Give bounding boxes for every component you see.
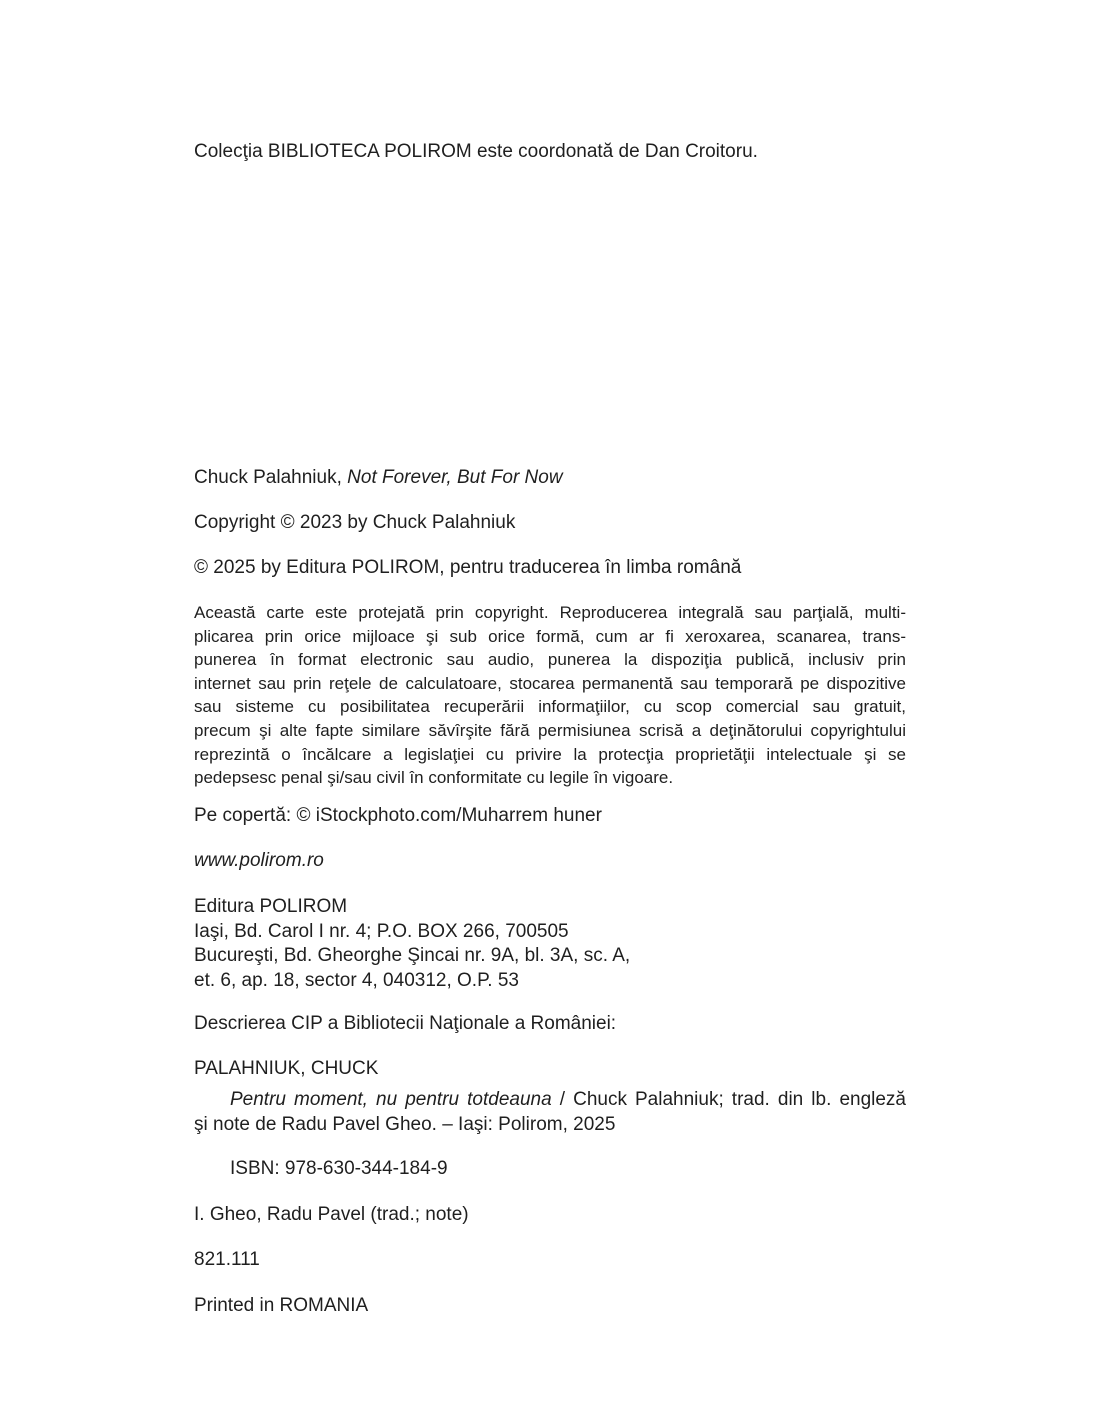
publisher-address-iasi: Iaşi, Bd. Carol I nr. 4; P.O. BOX 266, 700505 — [194, 920, 569, 942]
cip-title-entry — [194, 1088, 906, 1137]
legal-notice — [194, 601, 906, 790]
printed-in: Printed in ROMANIA — [194, 1295, 369, 1316]
copyright-original: Copyright © 2023 by Chuck Palahniuk — [194, 512, 516, 533]
publisher-address — [194, 895, 630, 993]
cip-isbn: ISBN: 978-630-344-184-9 — [230, 1158, 448, 1179]
legal-notice-line: pedepsesc penal şi/sau civil în conformitate cu legile în vigoare. — [194, 768, 674, 788]
publisher-address-bucuresti-cont: et. 6, ap. 18, sector 4, 040312, O.P. 53 — [194, 969, 519, 991]
legal-notice-line: punerea în format electronic sau audio, punerea la dispoziţia publică, inclusiv prin — [194, 650, 906, 670]
cip-heading: Descrierea CIP a Bibliotecii Naţionale a României: — [194, 1013, 617, 1034]
legal-notice-line: Această carte este protejată prin copyright. Reproducerea integrală sau parţială, multi- — [194, 603, 906, 622]
cip-added-entry: I. Gheo, Radu Pavel (trad.; note) — [194, 1204, 469, 1225]
cip-title-cont: şi note de Radu Pavel Gheo. – Iaşi: Polirom, 2025 — [194, 1113, 616, 1135]
cip-author-heading: PALAHNIUK, CHUCK — [194, 1058, 379, 1079]
original-author: Chuck Palahniuk, — [194, 467, 348, 488]
cip-title-italic: Pentru moment, nu pentru totdeauna — [230, 1089, 552, 1110]
cip-title-line — [194, 1088, 906, 1113]
copyright-translation: © 2025 by Editura POLIROM, pentru traducerea în limba română — [194, 557, 742, 578]
cip-title-rest: / Chuck Palahniuk; trad. din lb. engleză — [551, 1089, 906, 1110]
website: www.polirom.ro — [194, 850, 324, 871]
legal-notice-line: plicarea prin orice mijloace şi sub orice formă, cum ar fi xeroxarea, scanarea, trans- — [194, 626, 906, 646]
legal-notice-line: reprezintă o încălcare a legislaţiei cu privire la protecţia proprietăţii intelectuale şi se — [194, 744, 906, 764]
cip-classification: 821.111 — [194, 1249, 260, 1270]
legal-notice-line: sau sisteme cu posibilitatea recuperării informaţiilor, cu scop comercial sau gratuit, — [194, 697, 906, 717]
legal-notice-line: precum şi alte fapte similare săvîrşite fără permisiunea scrisă a deţinătorului copyrightului — [194, 720, 906, 740]
publisher-name: Editura POLIROM — [194, 896, 348, 917]
original-title: Not Forever, But For Now — [347, 467, 563, 488]
publisher-address-bucuresti: Bucureşti, Bd. Gheorghe Şincai nr. 9A, bl. 3A, sc. A, — [194, 945, 631, 966]
collection-note: Colecţia BIBLIOTECA POLIROM este coordonată de Dan Croitoru. — [194, 141, 758, 162]
cover-credit: Pe copertă: © iStockphoto.com/Muharrem huner — [194, 805, 602, 826]
original-title-line — [194, 466, 563, 490]
legal-notice-line: internet sau prin reţele de calculatoare, stocarea permanentă sau temporară pe dispozitive — [194, 673, 906, 693]
